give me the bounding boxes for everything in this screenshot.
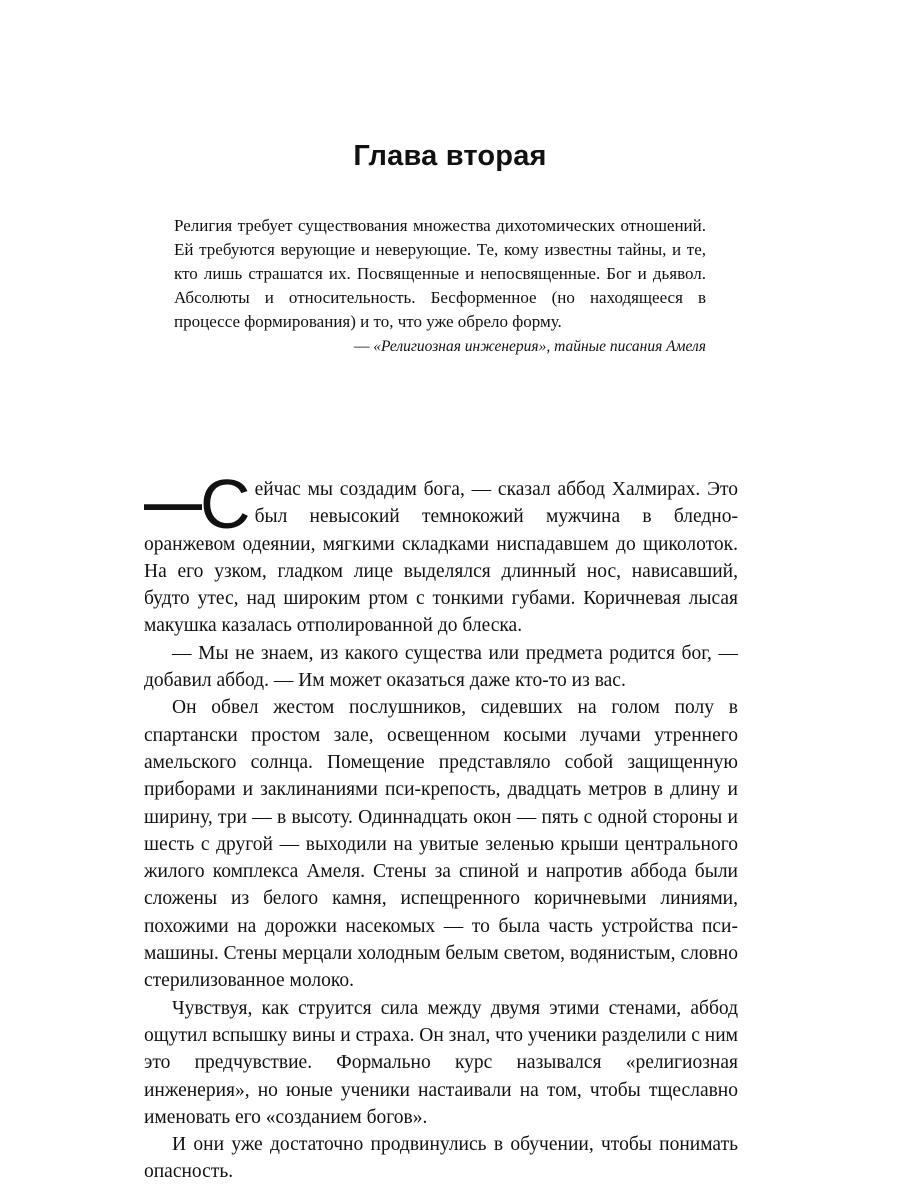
- drop-cap-dash: —: [144, 471, 202, 536]
- paragraph-1-text: ейчас мы создадим бога, — сказал аббод Халмирах. Это был невысокий темнокожий мужчина в бледно-оранжевом одеянии, мягкими складками ниспадавшем до щиколоток. На его узком, гладком лице выделялся длинный нос, нависавший, будто утес, над широким ртом с тонкими губами. Коричневая лысая макушка казалась отполированной до блеска.: [144, 479, 738, 637]
- paragraph-5: И они уже достаточно продвинулись в обучении, чтобы понимать опасность.: [144, 1134, 738, 1183]
- epigraph-source-title: «Религиозная инженерия»: [373, 338, 547, 355]
- paragraph-1: [144, 465, 738, 640]
- drop-cap: [144, 465, 251, 543]
- chapter-body: [144, 465, 738, 1186]
- drop-cap-letter: С: [200, 465, 251, 543]
- chapter-title: Глава вторая: [353, 140, 547, 172]
- epigraph-text: Религия требует существования множества дихотомических отношений. Ей требуются верующие и неверующие. Те, кому известны тайны, и те, кто лишь страшатся их. Посвященные и непосвященные. Бог и дьявол. Абсолюты и относительность. Бесформенное (но находящееся в процессе формирования) и то, что уже обрело форму.: [174, 216, 706, 331]
- epigraph-source-dash: —: [353, 338, 374, 355]
- paragraph-4: Чувствуя, как струится сила между двумя этими стенами, аббод ощутил вспышку вины и страха. Он знал, что ученики разделили с ним это предчувствие. Формально курс назывался «религиозная инженерия», но юные ученики настаивали на том, чтобы тщеславно именовать его «созданием богов».: [144, 997, 738, 1128]
- epigraph-source-rest: , тайные писания Амеля: [546, 338, 706, 355]
- epigraph-source: [174, 336, 706, 358]
- paragraph-3: Он обвел жестом послушников, сидевших на голом полу в спартански простом зале, освещенном косыми лучами утреннего амельского солнца. Помещение представляло собой защищенную приборами и заклинаниями пси-крепость, двадцать метров в длину и ширину, три — в высоту. Одиннадцать окон — пять с одной стороны и шесть с другой — выходили на увитые зеленью крыши центрального жилого комплекса Амеля. Стены за спиной и напротив аббода были сложены из белого камня, испещренного коричневыми линиями, похожими на дорожки насекомых — то была часть устройства пси-машины. Стены мерцали холодным белым светом, водянистым, словно стерилизованное молоко.: [144, 697, 738, 992]
- epigraph: [174, 214, 706, 358]
- paragraph-2: — Мы не знаем, из какого существа или предмета родится бог, — добавил аббод. — Им может оказаться даже кто-то из вас.: [144, 642, 738, 692]
